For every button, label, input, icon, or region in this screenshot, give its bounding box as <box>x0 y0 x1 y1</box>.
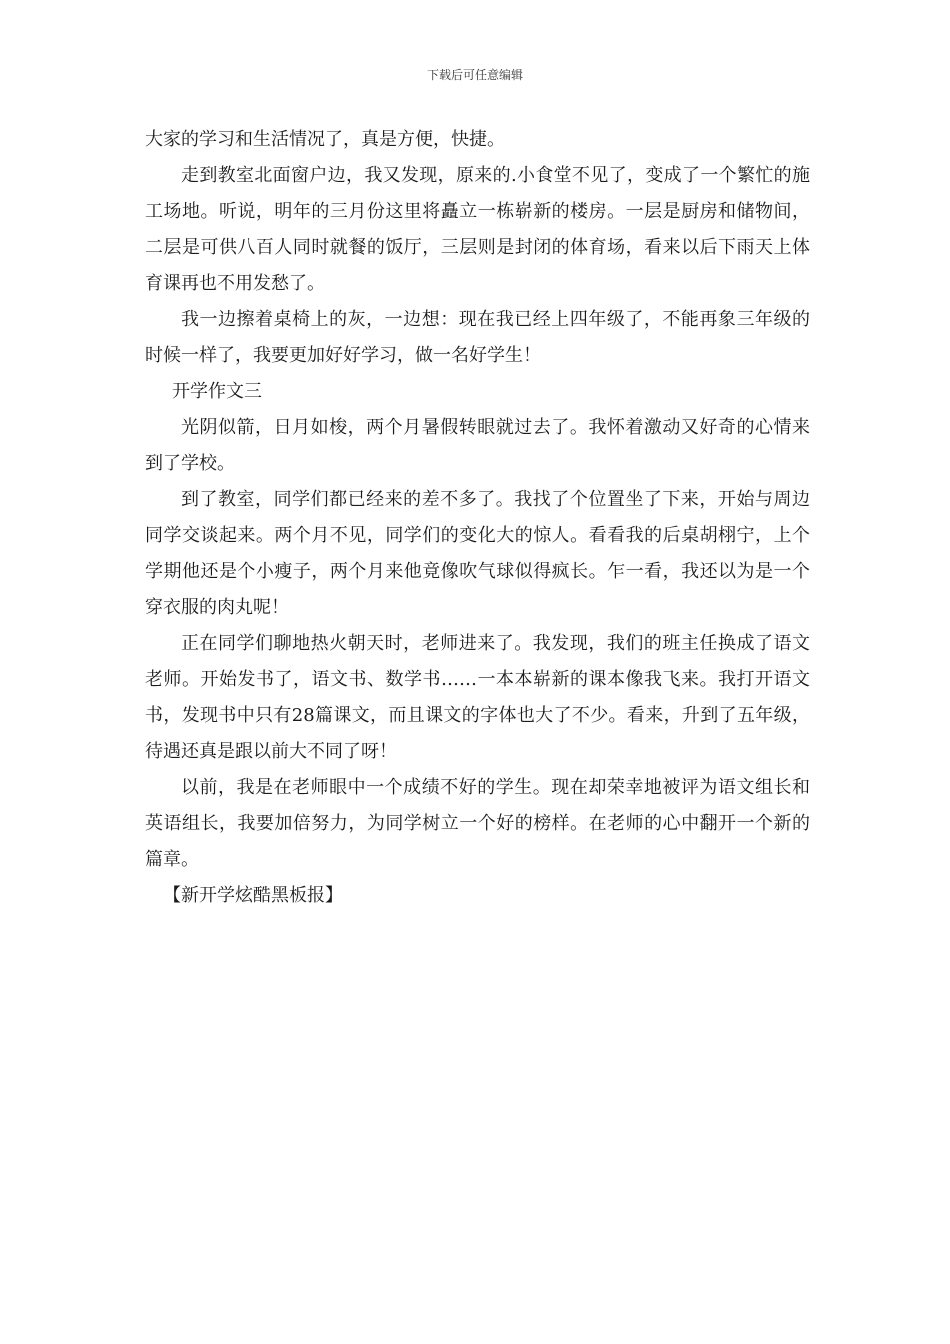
page-header: 下载后可任意编辑 <box>426 68 523 82</box>
section-heading: 开学作文三 <box>172 381 262 402</box>
paragraph: 大家的学习和生活情况了，真是方便，快捷。 <box>145 129 505 150</box>
section-title: 【新开学炫酷黑板报】 <box>163 885 343 906</box>
paragraph: 光阴似箭，日月如梭，两个月暑假转眼就过去了。我怀着激动又好奇的心情来到了学校。 <box>145 417 810 474</box>
document-body <box>145 122 810 914</box>
paragraph: 走到教室北面窗户边，我又发现，原来的.小食堂不见了，变成了一个繁忙的施工场地。听说，明年的三月份这里将矗立一栋崭新的楼房。一层是厨房和储物间，二层是可供八百人同时就餐的饭厅，三层则是封闭的体育场，看来以后下雨天上体育课再也不用发愁了。 <box>145 165 810 294</box>
paragraph: 以前，我是在老师眼中一个成绩不好的学生。现在却荣幸地被评为语文组长和英语组长，我要加倍努力，为同学树立一个好的榜样。在老师的心中翻开一个新的篇章。 <box>145 777 810 870</box>
paragraph: 我一边擦着桌椅上的灰，一边想：现在我已经上四年级了，不能再象三年级的时候一样了，我要更加好好学习，做一名好学生！ <box>145 309 810 366</box>
paragraph: 到了教室，同学们都已经来的差不多了。我找了个位置坐了下来，开始与周边同学交谈起来。两个月不见，同学们的变化大的惊人。看看我的后桌胡栩宁，上个学期他还是个小瘦子，两个月来他竟像吹气球似得疯长。乍一看，我还以为是一个穿衣服的肉丸呢！ <box>145 489 810 618</box>
paragraph: 正在同学们聊地热火朝天时，老师进来了。我发现，我们的班主任换成了语文老师。开始发书了，语文书、数学书……一本本崭新的课本像我飞来。我打开语文书，发现书中只有28篇课文，而且课文的字体也大了不少。看来，升到了五年级，待遇还真是跟以前大不同了呀！ <box>145 633 810 762</box>
